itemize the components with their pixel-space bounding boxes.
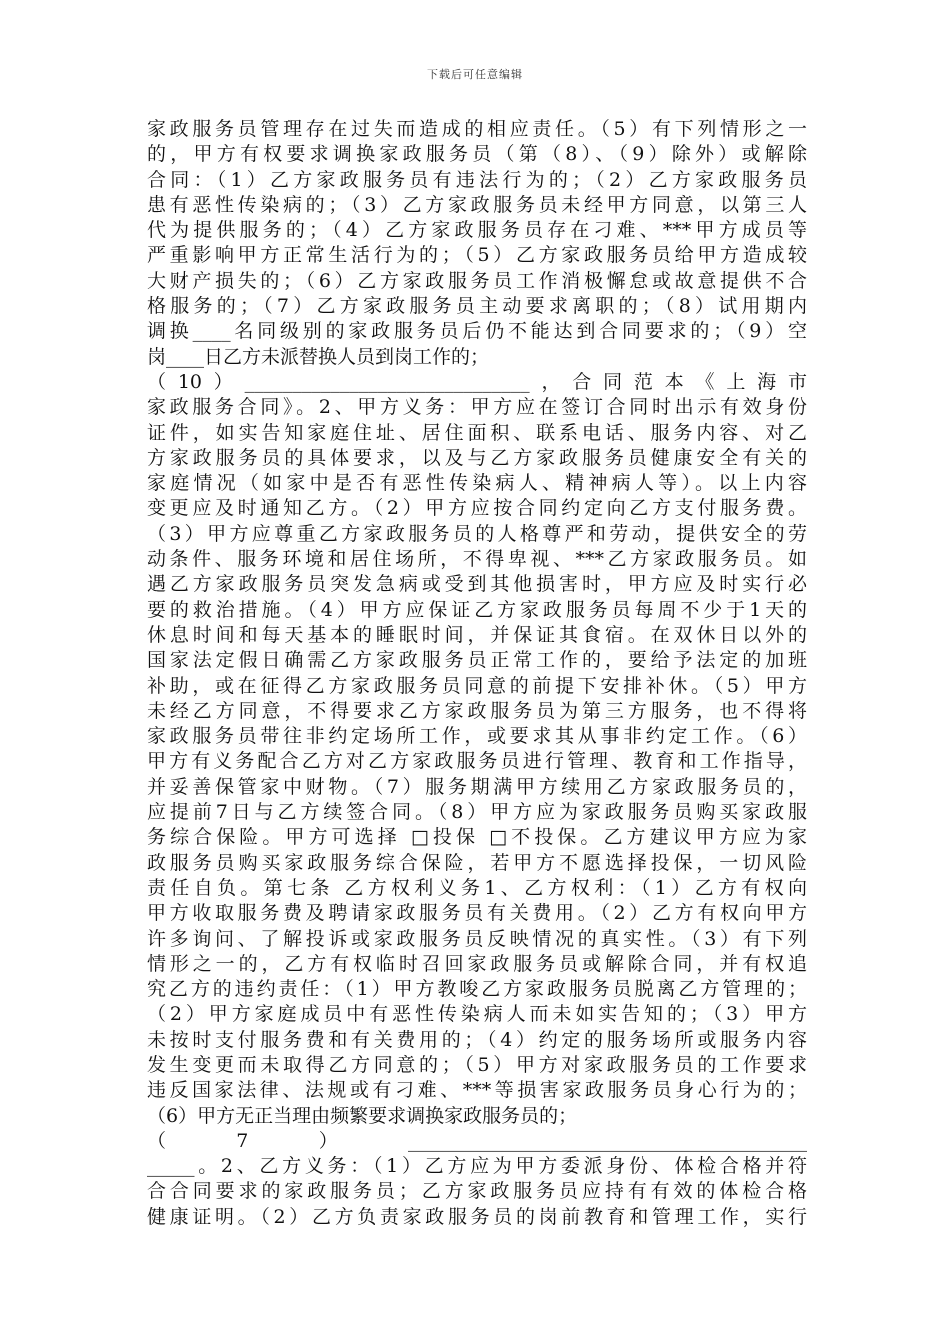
text-line: 要的救治措施。（4）甲方应保证乙方家政服务员每周不少于1天的 — [147, 598, 807, 621]
text-line: 的，甲方有权要求调换家政服务员（第（8）、（9）除外）或解除 — [147, 143, 807, 166]
text-line: 证件，如实告知家庭住址、居住面积、联系电话、服务内容、对乙 — [147, 421, 807, 444]
text-line: 务综合保险。甲方可选择 □投保 □不投保。乙方建议甲方应为家 — [147, 826, 807, 849]
text-line: 岗____日乙方未派替换人员到岗工作的； — [147, 345, 490, 368]
contract-body — [147, 117, 807, 1230]
text-line: 未经乙方同意，不得要求乙方家政服务员为第三方服务，也不得将 — [147, 699, 807, 722]
text-line: 患有恶性传染病的；（3）乙方家政服务员未经甲方同意，以第三人 — [147, 193, 807, 216]
text-line: 家政服务合同》。2、甲方义务：甲方应在签订合同时出示有效身份 — [147, 396, 807, 419]
text-line: 家政服务员带往非约定场所工作，或要求其从事非约定工作。（6） — [147, 725, 807, 748]
text-line: 动条件、服务环境和居住场所，不得卑视、***乙方家政服务员。如 — [147, 548, 807, 571]
text-line: 严重影响甲方正常生活行为的；（5）乙方家政服务员给甲方造成较 — [147, 244, 807, 267]
text-line: （2）甲方家庭成员中有恶性传染病人而未如实告知的；（3）甲方 — [147, 1003, 807, 1026]
text-line: 大财产损失的；（6）乙方家政服务员工作消极懈怠或故意提供不合 — [147, 269, 807, 292]
text-line: 国家法定假日确需乙方家政服务员正常工作的，要给予法定的加班 — [147, 649, 807, 672]
page-header: 下载后可任意编辑 — [427, 68, 523, 81]
text-line: 代为提供服务的；（4）乙方家政服务员存在刁难、***甲方成员等 — [147, 219, 807, 242]
text-line: 究乙方的违约责任：（1）甲方教唆乙方家政服务员脱离乙方管理的； — [147, 978, 807, 1001]
text-line: 家庭情况（如家中是否有恶性传染病人、精神病人等）。以上内容 — [147, 472, 807, 495]
text-line: 遇乙方家政服务员突发急病或受到其他损害时，甲方应及时实行必 — [147, 573, 807, 596]
text-line: 甲方有义务配合乙方对乙方家政服务员进行管理、教育和工作指导， — [147, 750, 807, 773]
text-line: 休息时间和每天基本的睡眠时间，并保证其食宿。在双休日以外的 — [147, 623, 807, 646]
text-line: 政服务员购买家政服务综合保险，若甲方不愿选择投保，一切风险 — [147, 851, 807, 874]
text-line: （7）__________________________________________ — [147, 1129, 807, 1152]
text-line: 家政服务员管理存在过失而造成的相应责任。（5）有下列情形之一 — [147, 118, 807, 140]
text-line: （6）甲方无正当理由频繁要求调换家政服务员的； — [147, 1104, 578, 1127]
text-line: 补助，或在征得乙方家政服务员同意的前提下安排补休。（5）甲方 — [147, 674, 807, 697]
text-line: 方家政服务员的具体要求，以及与乙方家政服务员健康安全有关的 — [147, 446, 807, 469]
text-line: 情形之一的，乙方有权临时召回家政服务员或解除合同，并有权追 — [147, 952, 807, 975]
text-line: _____。2、乙方义务：（1）乙方应为甲方委派身份、体检合格并符 — [147, 1155, 807, 1178]
text-line: 发生变更而未取得乙方同意的；（5）甲方对家政服务员的工作要求 — [147, 1053, 807, 1076]
text-line: 应提前7日与乙方续签合同。（8）甲方应为家政服务员购买家政服 — [147, 801, 807, 824]
text-line: 责任自负。第七条 乙方权利义务1、乙方权利：（1）乙方有权向 — [147, 876, 807, 899]
text-line: 许多询问、了解投诉或家政服务员反映情况的真实性。（3）有下列 — [147, 927, 807, 950]
text-line: 合同：（1）乙方家政服务员有违法行为的；（2）乙方家政服务员 — [147, 168, 807, 191]
text-line: （3）甲方应尊重乙方家政服务员的人格尊严和劳动，提供安全的劳 — [147, 522, 807, 545]
text-line: 健康证明。（2）乙方负责家政服务员的岗前教育和管理工作，实行 — [147, 1205, 807, 1228]
text-line: 调换____名同级别的家政服务员后仍不能达到合同要求的；（9）空 — [147, 320, 807, 343]
text-line: （10）______________________________，合同范本《上海市 — [147, 370, 807, 393]
text-line: 未按时支付服务费和有关费用的；（4）约定的服务场所或服务内容 — [147, 1028, 807, 1051]
text-line: 合合同要求的家政服务员；乙方家政服务员应持有有效的体检合格 — [147, 1180, 807, 1203]
text-line: 格服务的；（7）乙方家政服务员主动要求离职的；（8）试用期内 — [147, 295, 807, 318]
text-line: 并妥善保管家中财物。（7）服务期满甲方续用乙方家政服务员的， — [147, 775, 807, 798]
text-line: 违反国家法律、法规或有刁难、***等损害家政服务员身心行为的； — [147, 1079, 807, 1102]
text-line: 变更应及时通知乙方。（2）甲方应按合同约定向乙方支付服务费。 — [147, 497, 807, 520]
text-line: 甲方收取服务费及聘请家政服务员有关费用。（2）乙方有权向甲方 — [147, 902, 807, 925]
